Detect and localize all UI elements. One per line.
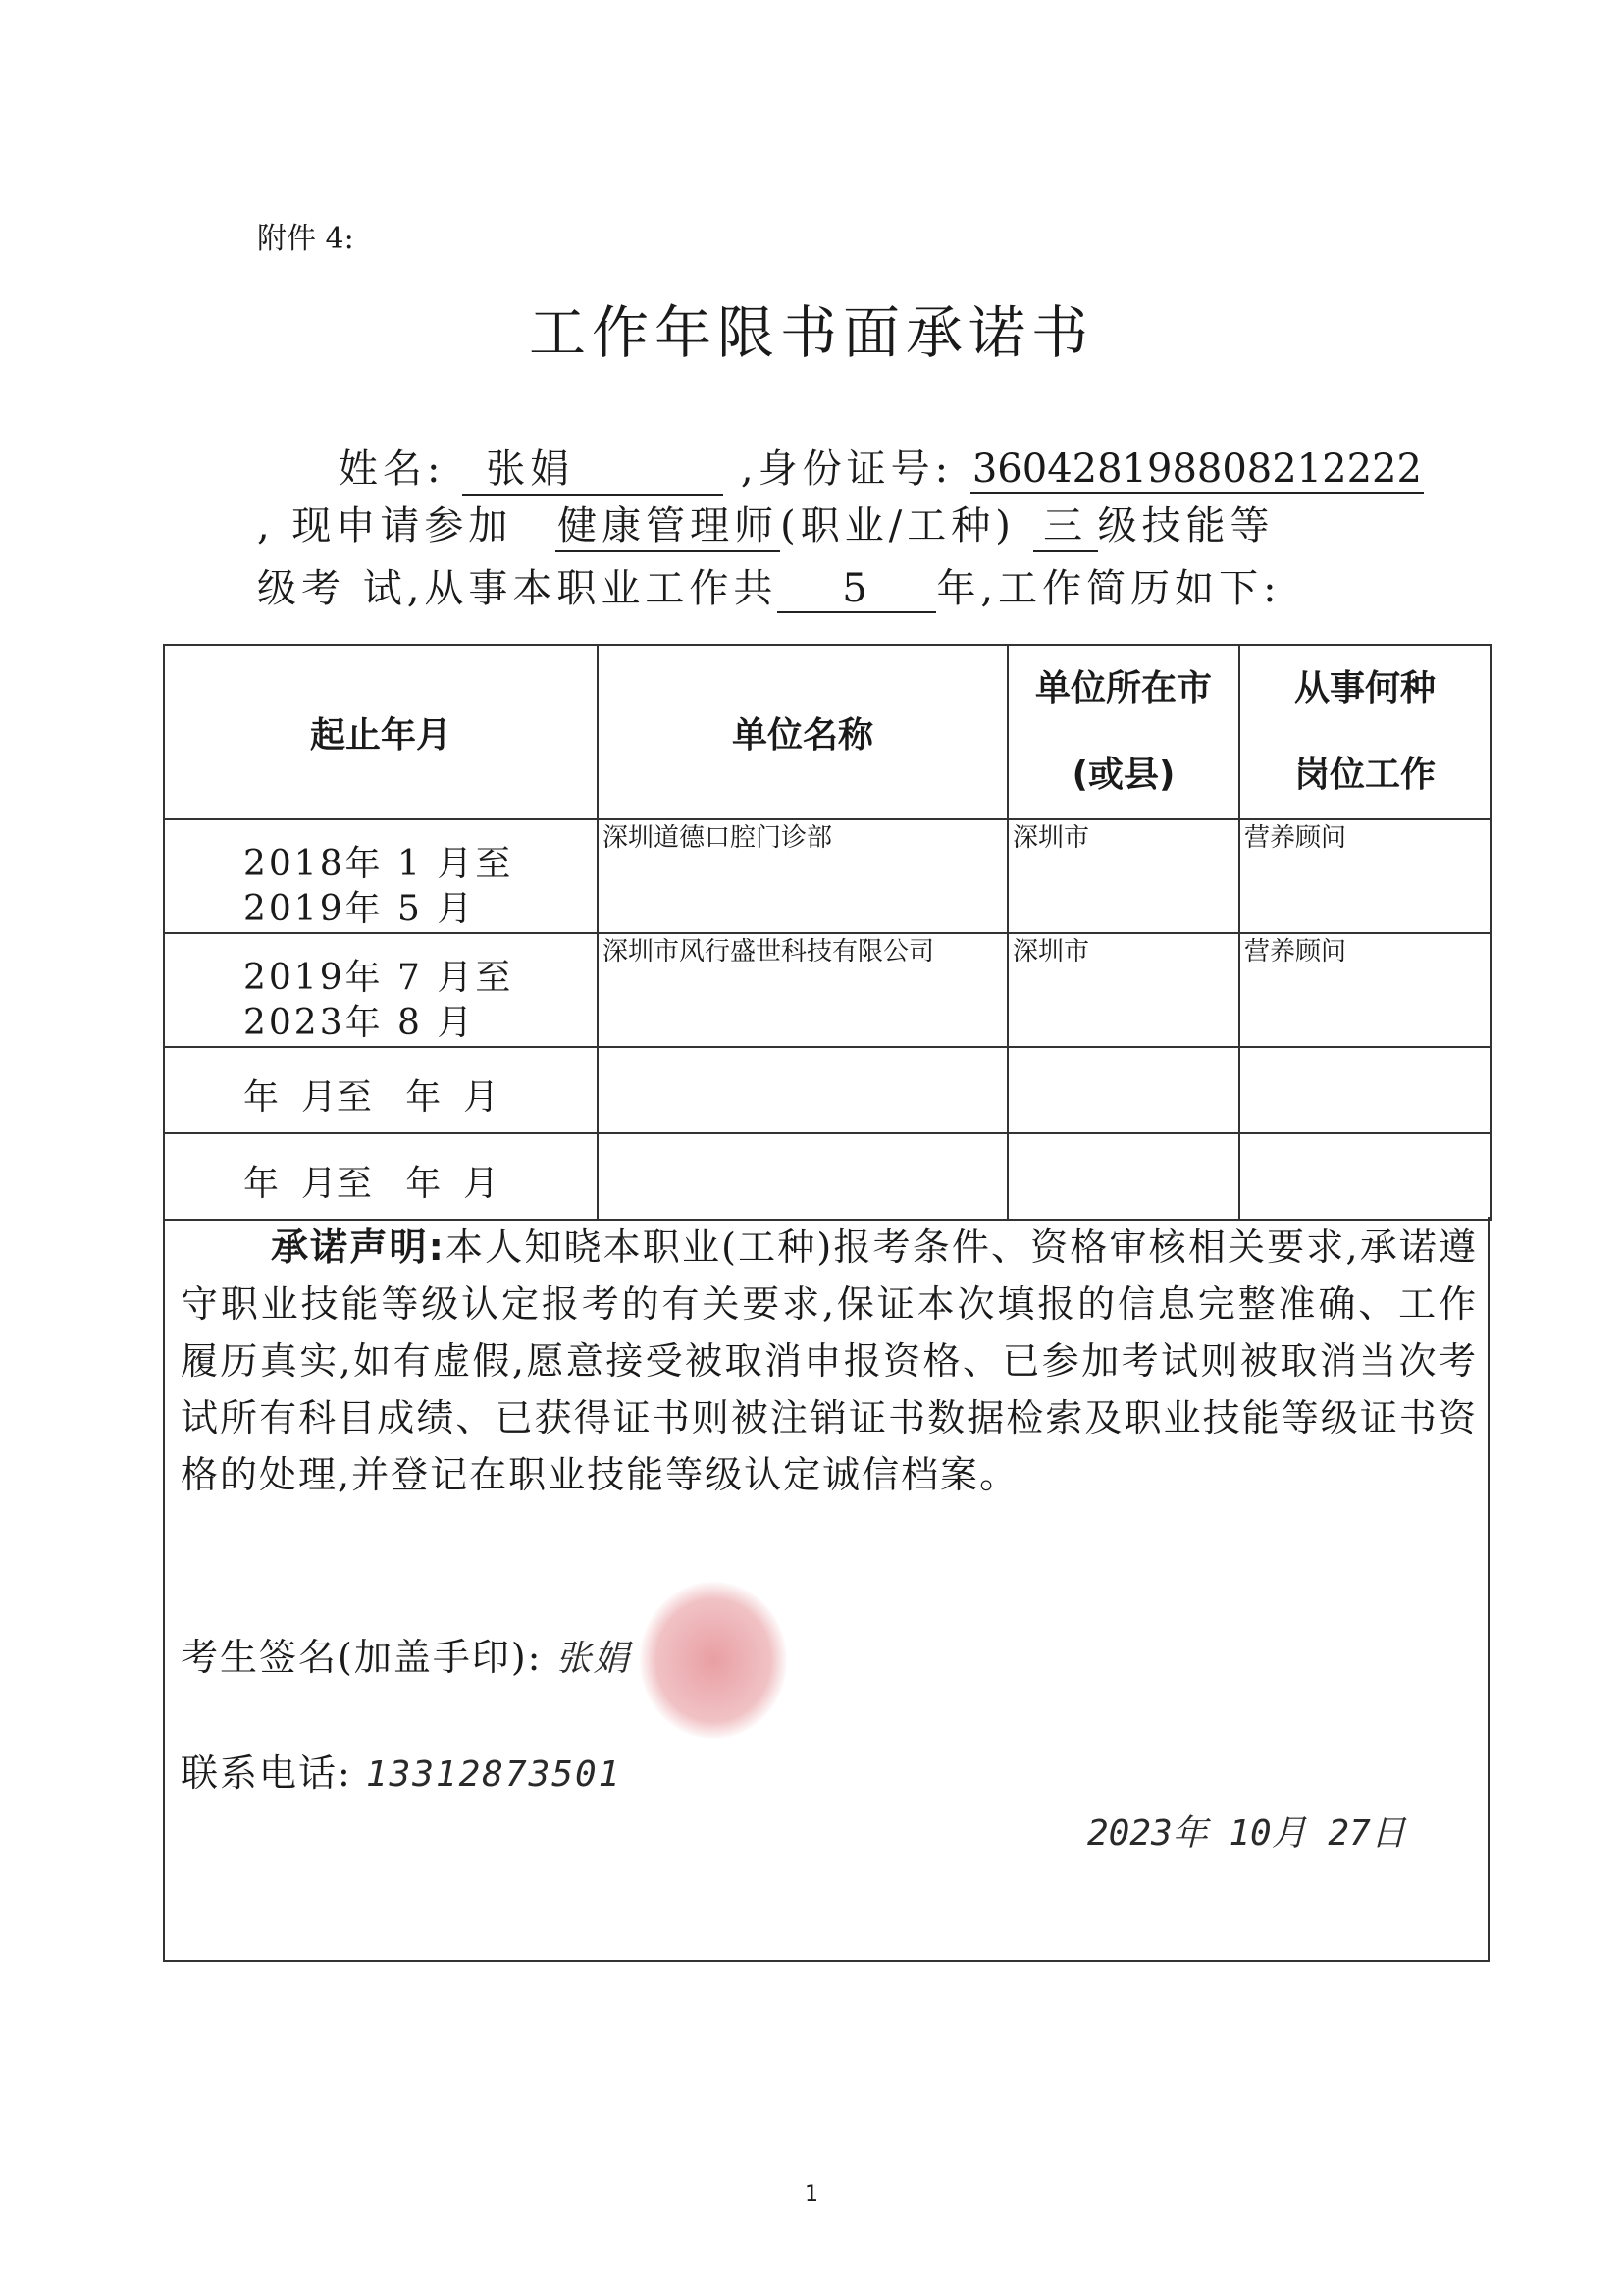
years-value: 5: [777, 566, 936, 613]
id-number-value: 360428198808212222: [971, 446, 1422, 492]
table-row: [164, 819, 1491, 933]
row-city: [1008, 1133, 1239, 1220]
table-header-row: [164, 645, 1491, 819]
pledge-heading: 承诺声明:: [271, 1226, 445, 1269]
occupation-value: 健康管理师: [555, 495, 780, 552]
document-title: 工作年限书面承诺书: [528, 299, 1094, 366]
attachment-label: 附件 4:: [257, 222, 354, 256]
years-suffix: 年,工作简历如下:: [936, 566, 1282, 611]
name-label: 姓名:: [339, 446, 445, 492]
header-company: 单位名称: [598, 645, 1008, 819]
header-post-line1: 从事何种: [1293, 668, 1436, 708]
phone-handwritten: 13312873501: [365, 1754, 622, 1795]
date-handwritten: 2023年 10月 27日: [1087, 1813, 1406, 1853]
row-post: [1239, 1133, 1491, 1220]
signature-label: 考生签名(加盖手印):: [181, 1636, 543, 1679]
row-period: 2019年 7 月至 2023年 8 月: [164, 933, 598, 1047]
header-city-line2: (或县): [1072, 755, 1176, 795]
row-city: 深圳市: [1008, 819, 1239, 933]
row-period: 2018年 1 月至2019年 5 月: [164, 819, 598, 933]
occupation-suffix: (职业/工种): [780, 503, 1016, 548]
header-period: 起止年月: [164, 645, 598, 819]
signature-line: [181, 1627, 631, 1681]
row-post: 营养顾问: [1239, 819, 1491, 933]
row-company: 深圳市风行盛世科技有限公司: [598, 933, 1008, 1047]
exam-prefix: 级考 试,从事本职业工作共: [257, 566, 778, 611]
row-city: [1008, 1047, 1239, 1133]
page-number: 1: [805, 2182, 818, 2207]
intro-line-years: [257, 557, 1282, 613]
row-post: [1239, 1047, 1491, 1133]
intro-line-name: [339, 438, 1424, 496]
table-row: [164, 1133, 1491, 1220]
header-city-line1: 单位所在市: [1034, 668, 1212, 708]
header-post-line2: 岗位工作: [1293, 755, 1436, 795]
header-city: [1008, 645, 1239, 819]
pledge-body: 本人知晓本职业(工种)报考条件、资格审核相关要求,承诺遵守职业技能等级认定报考的有关要求,保证本次填报的信息完整准确、工作履历真实,如有虚假,愿意接受被取消申报资格、已参加考试则被取消当次考试所有科目成绩、已获得证书则被注销证书数据检索及职业技能等级证书资格的处理,并登记在职业技能等级认定诚信档案。: [181, 1226, 1479, 1496]
intro-line-apply: [257, 495, 1275, 552]
row-post: 营养顾问: [1239, 933, 1491, 1047]
pledge-statement: [181, 1219, 1478, 1503]
row-company: [598, 1047, 1008, 1133]
id-label: ,身份证号:: [740, 446, 954, 492]
row-period: 年 月至 年 月: [164, 1133, 598, 1220]
row-period: 年 月至 年 月: [164, 1047, 598, 1133]
phone-label: 联系电话:: [181, 1751, 352, 1795]
fingerprint-mark: [640, 1582, 787, 1739]
table-row: [164, 1047, 1491, 1133]
table-row: [164, 933, 1491, 1047]
level-value: 三: [1033, 495, 1098, 552]
pledge-section: [163, 1217, 1490, 1962]
row-city: 深圳市: [1008, 933, 1239, 1047]
phone-line: [181, 1743, 621, 1797]
header-post: [1239, 645, 1491, 819]
apply-prefix: , 现申请参加: [257, 503, 513, 548]
row-company: [598, 1133, 1008, 1220]
work-history-table: [163, 644, 1492, 1221]
signature-handwritten: 张娟: [555, 1639, 631, 1679]
name-value: 张娟: [462, 438, 723, 496]
row-company: 深圳道德口腔门诊部: [598, 819, 1008, 933]
level-suffix: 级技能等: [1097, 503, 1275, 548]
